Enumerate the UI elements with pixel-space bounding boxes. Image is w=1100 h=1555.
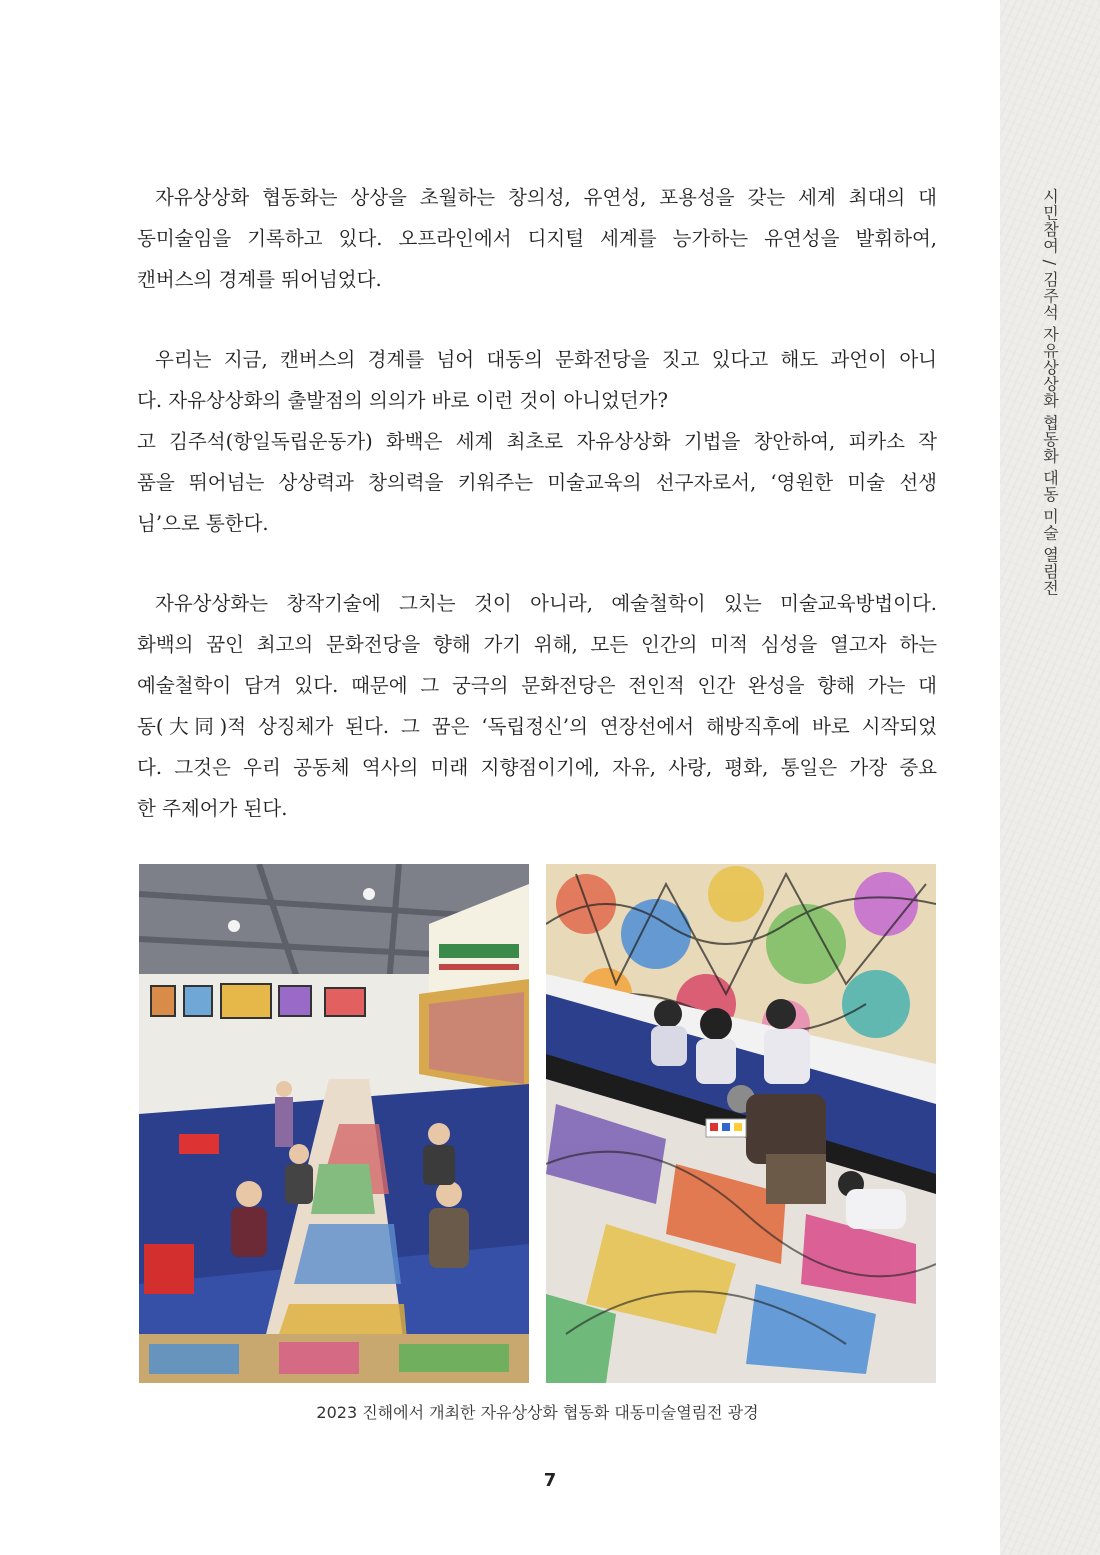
text-line: 다. 자유상상화의 출발점의 의의가 바로 이런 것이 아니었던가?	[137, 389, 668, 412]
text-line: 한 주제어가 된다.	[137, 797, 288, 820]
text-line: 동(大同)적 상징체가 된다. 그 꿈은 ‘독립정신’의 연장선에서 해방직후에 바로 시작되었	[137, 715, 937, 738]
paragraph-1	[137, 177, 937, 300]
exhibition-photo-left	[139, 864, 529, 1383]
text-line: 우리는 지금, 캔버스의 경계를 넘어 대동의 문화전당을 짓고 있다고 해도 과언이 아니	[155, 348, 937, 371]
text-line: 고 김주석(항일독립운동가) 화백은 세계 최초로 자유상상화 기법을 창안하여, 피카소 작	[137, 430, 937, 453]
text-line: 자유상상화는 창작기술에 그치는 것이 아니라, 예술철학이 있는 미술교육방법이다.	[155, 592, 937, 615]
exhibition-photo-right	[546, 864, 936, 1383]
text-line: 화백의 꿈인 최고의 문화전당을 향해 가기 위해, 모든 인간의 미적 심성을 열고자 하는	[137, 633, 937, 656]
side-header: 시민참여 / 김주석 자유상상화 협동화 대동 미술 열림전	[1040, 188, 1060, 596]
page-number: 7	[543, 1470, 557, 1491]
side-strip	[1000, 0, 1100, 1555]
text-line: 동미술임을 기록하고 있다. 오프라인에서 디지털 세계를 능가하는 유연성을 발휘하여,	[137, 227, 937, 250]
text-line: 예술철학이 담겨 있다. 때문에 그 궁극의 문화전당은 전인적 인간 완성을 향해 가는 대	[137, 674, 937, 697]
photo-caption: 2023 진해에서 개최한 자유상상화 협동화 대동미술열림전 광경	[316, 1403, 759, 1422]
text-line: 자유상상화 협동화는 상상을 초월하는 창의성, 유연성, 포용성을 갖는 세계 최대의 대	[155, 186, 937, 209]
text-line: 님’으로 통한다.	[137, 512, 269, 535]
paragraph-3	[137, 583, 937, 829]
text-line: 품을 뛰어넘는 상상력과 창의력을 키워주는 미술교육의 선구자로서, ‘영원한 미술 선생	[137, 471, 937, 494]
paragraph-2	[137, 339, 937, 544]
text-line: 캔버스의 경계를 뛰어넘었다.	[137, 268, 382, 291]
text-line: 다. 그것은 우리 공동체 역사의 미래 지향점이기에, 자유, 사랑, 평화, 통일은 가장 중요	[137, 756, 937, 779]
